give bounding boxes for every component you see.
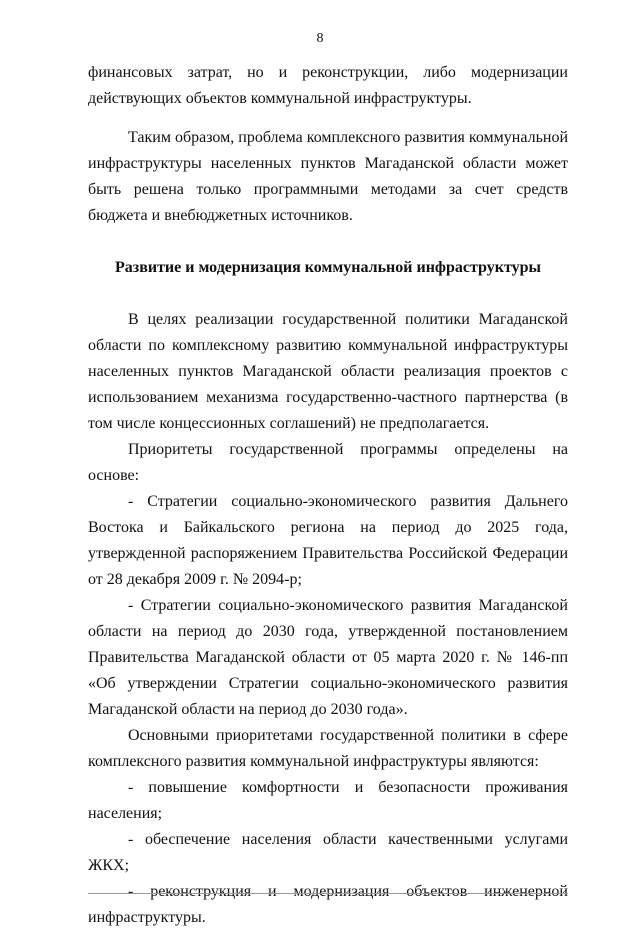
scan-bottom-edge (88, 893, 568, 894)
list-item-far-east-strategy: - Стратегии социально-экономического развития Дальнего Востока и Байкальского региона на период до 2025 года, утвержденной распоряжением Правительства Российской Федерации от 28 декабря 2009 г. № 2094-р; (88, 493, 568, 588)
paragraph-financial-costs: финансовых затрат, но и реконструкции, либо модернизации действующих объектов коммунальной инфраструктуры. (88, 64, 568, 107)
paragraph-priorities-intro: Приоритеты государственной программы определены на основе: (88, 441, 568, 484)
document-body (88, 60, 568, 931)
list-item-quality-services: - обеспечение населения области качественными услугами ЖКХ; (88, 831, 568, 874)
paragraph-problem-solution: Таким образом, проблема комплексного развития коммунальной инфраструктуры населенных пунктов Магаданской области может быть решена только программными методами за счет средств бюджета и внебюджетных источников. (88, 129, 568, 224)
list-item-comfort-safety: - повышение комфортности и безопасности проживания населения; (88, 779, 568, 822)
paragraph-state-policy: В целях реализации государственной политики Магаданской области по комплексному развитию коммунальной инфраструктуры населенных пунктов Магаданской области реализация проектов с использованием механизма государственно-частного партнерства (в том числе концессионных соглашений) не предполагается. (88, 311, 568, 432)
paragraph-main-priorities: Основными приоритетами государственной политики в сфере комплексного развития коммунальной инфраструктуры являются: (88, 727, 568, 770)
page-number: 8 (316, 31, 324, 46)
list-item-magadan-strategy: - Стратегии социально-экономического развития Магаданской области на период до 2030 года, утвержденной постановлением Правительства Магаданской области от 05 марта 2020 г. № 146-пп «Об утверждении Стратегии социально-экономического развития Магаданской области на период до 2030 года». (88, 597, 568, 718)
section-heading: Развитие и модернизация коммунальной инфраструктуры (115, 259, 541, 276)
list-item-reconstruction: - реконструкция и модернизация объектов инженерной инфраструктуры. (88, 883, 568, 926)
